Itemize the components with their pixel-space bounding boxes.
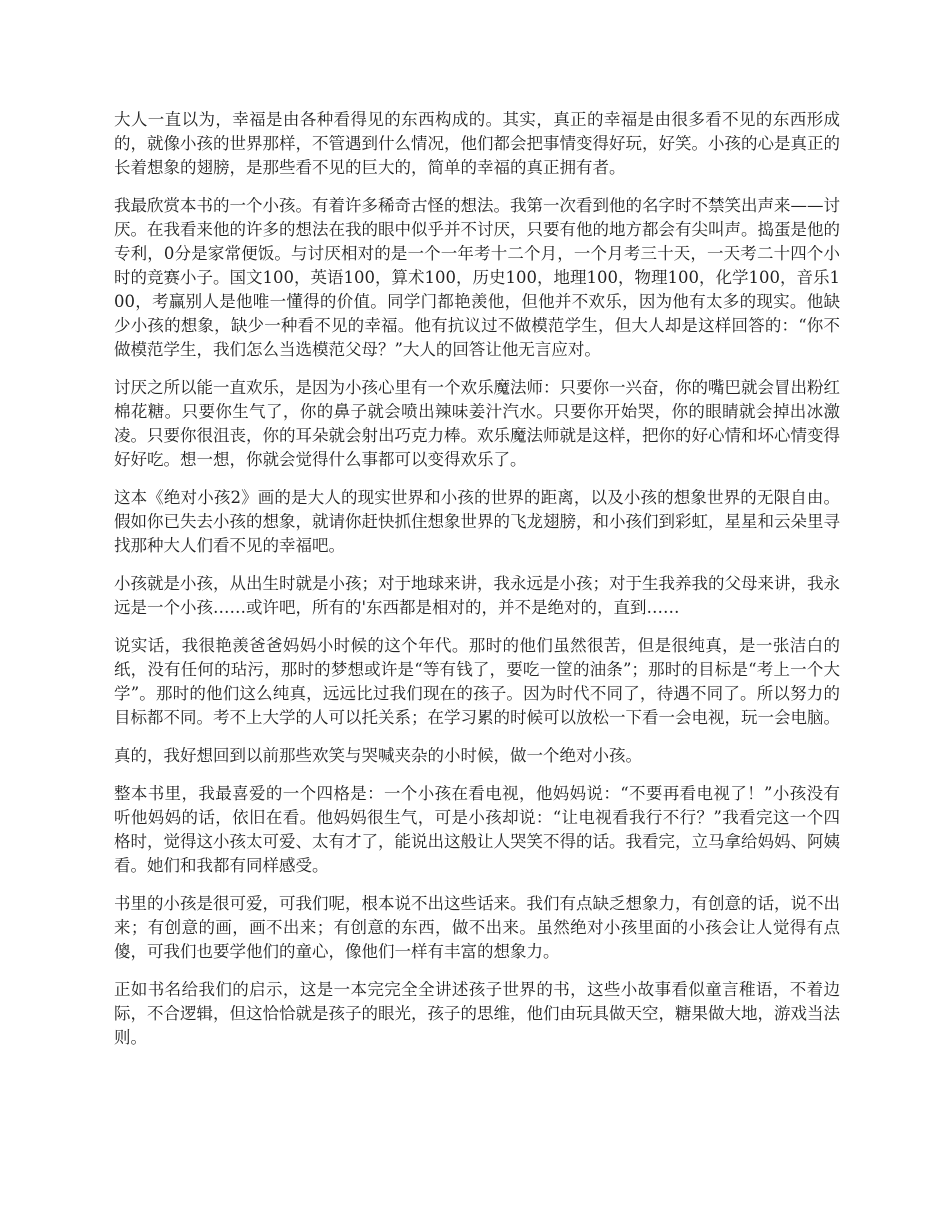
paragraph-1: 大人一直以为，幸福是由各种看得见的东西构成的。其实，真正的幸福是由很多看不见的东西形成的，就像小孩的世界那样，不管遇到什么情况，他们都会把事情变得好玩，好笑。小孩的心是真正的长着想象的翅膀，是那些看不见的巨大的，简单的幸福的真正拥有者。: [114, 110, 840, 177]
paragraph-4: 这本《绝对小孩2》画的是大人的现实世界和小孩的世界的距离，以及小孩的想象世界的无限自由。假如你已失去小孩的想象，就请你赶快抓住想象世界的飞龙翅膀，和小孩们到彩虹，星星和云朵里寻找那种大人们看不见的幸福吧。: [114, 488, 840, 555]
paragraph-8: 整本书里，我最喜爱的一个四格是：一个小孩在看电视，他妈妈说：“不要再看电视了！”小孩没有听他妈妈的话，依旧在看。他妈妈很生气，可是小孩却说：“让电视看我行不行？”我看完这一个四格时，觉得这小孩太可爱、太有才了，能说出这般让人哭笑不得的话。我看完，立马拿给妈妈、阿姨看。她们和我都有同样感受。: [114, 784, 840, 875]
paragraph-2: 我最欣赏本书的一个小孩。有着许多稀奇古怪的想法。我第一次看到他的名字时不禁笑出声来——讨厌。在我看来他的许多的想法在我的眼中似乎并不讨厌，只要有他的地方都会有尖叫声。捣蛋是他的专利，0分是家常便饭。与讨厌相对的是一个一年考十二个月，一个月考三十天，一天考二十四个小时的竞赛小子。国文100，英语100，算术100，历史100，地理100，物理100，化学100，音乐100，考赢别人是他唯一懂得的价值。同学门都艳羡他，但他并不欢乐，因为他有太多的现实。他缺少小孩的想象，缺少一种看不见的幸福。他有抗议过不做模范学生，但大人却是这样回答的：“你不做模范学生，我们怎么当选模范父母？”大人的回答让他无言应对。: [114, 196, 840, 359]
paragraph-10: 正如书名给我们的启示，这是一本完完全全讲述孩子世界的书，这些小故事看似童言稚语，不着边际，不合逻辑，但这恰恰就是孩子的眼光，孩子的思维，他们由玩具做天空，糖果做大地，游戏当法则。: [114, 980, 840, 1047]
paragraph-9: 书里的小孩是很可爱，可我们呢，根本说不出这些话来。我们有点缺乏想象力，有创意的话，说不出来；有创意的画，画不出来；有创意的东西，做不出来。虽然绝对小孩里面的小孩会让人觉得有点傻，可我们也要学他们的童心，像他们一样有丰富的想象力。: [114, 894, 840, 961]
document-body: [114, 108, 840, 1064]
paragraph-3: 讨厌之所以能一直欢乐，是因为小孩心里有一个欢乐魔法师：只要你一兴奋，你的嘴巴就会冒出粉红棉花糖。只要你生气了，你的鼻子就会喷出辣味姜汁汽水。只要你开始哭，你的眼睛就会掉出冰激凌。只要你很沮丧，你的耳朵就会射出巧克力棒。欢乐魔法师就是这样，把你的好心情和坏心情变得好好吃。想一想，你就会觉得什么事都可以变得欢乐了。: [114, 378, 840, 469]
paragraph-7: 真的，我好想回到以前那些欢笑与哭喊夹杂的小时候，做一个绝对小孩。: [114, 746, 642, 765]
paragraph-5: 小孩就是小孩，从出生时就是小孩；对于地球来讲，我永远是小孩；对于生我养我的父母来讲，我永远是一个小孩……或许吧，所有的'东西都是相对的，并不是绝对的，直到……: [114, 574, 840, 617]
paragraph-6: 说实话，我很艳羡爸爸妈妈小时候的这个年代。那时的他们虽然很苦，但是很纯真，是一张洁白的纸，没有任何的玷污，那时的梦想或许是“等有钱了，要吃一筐的油条”；那时的目标是“考上一个大学”。那时的他们这么纯真，远远比过我们现在的孩子。因为时代不同了，待遇不同了。所以努力的目标都不同。考不上大学的人可以托关系；在学习累的时候可以放松一下看一会电视，玩一会电脑。: [114, 636, 840, 727]
